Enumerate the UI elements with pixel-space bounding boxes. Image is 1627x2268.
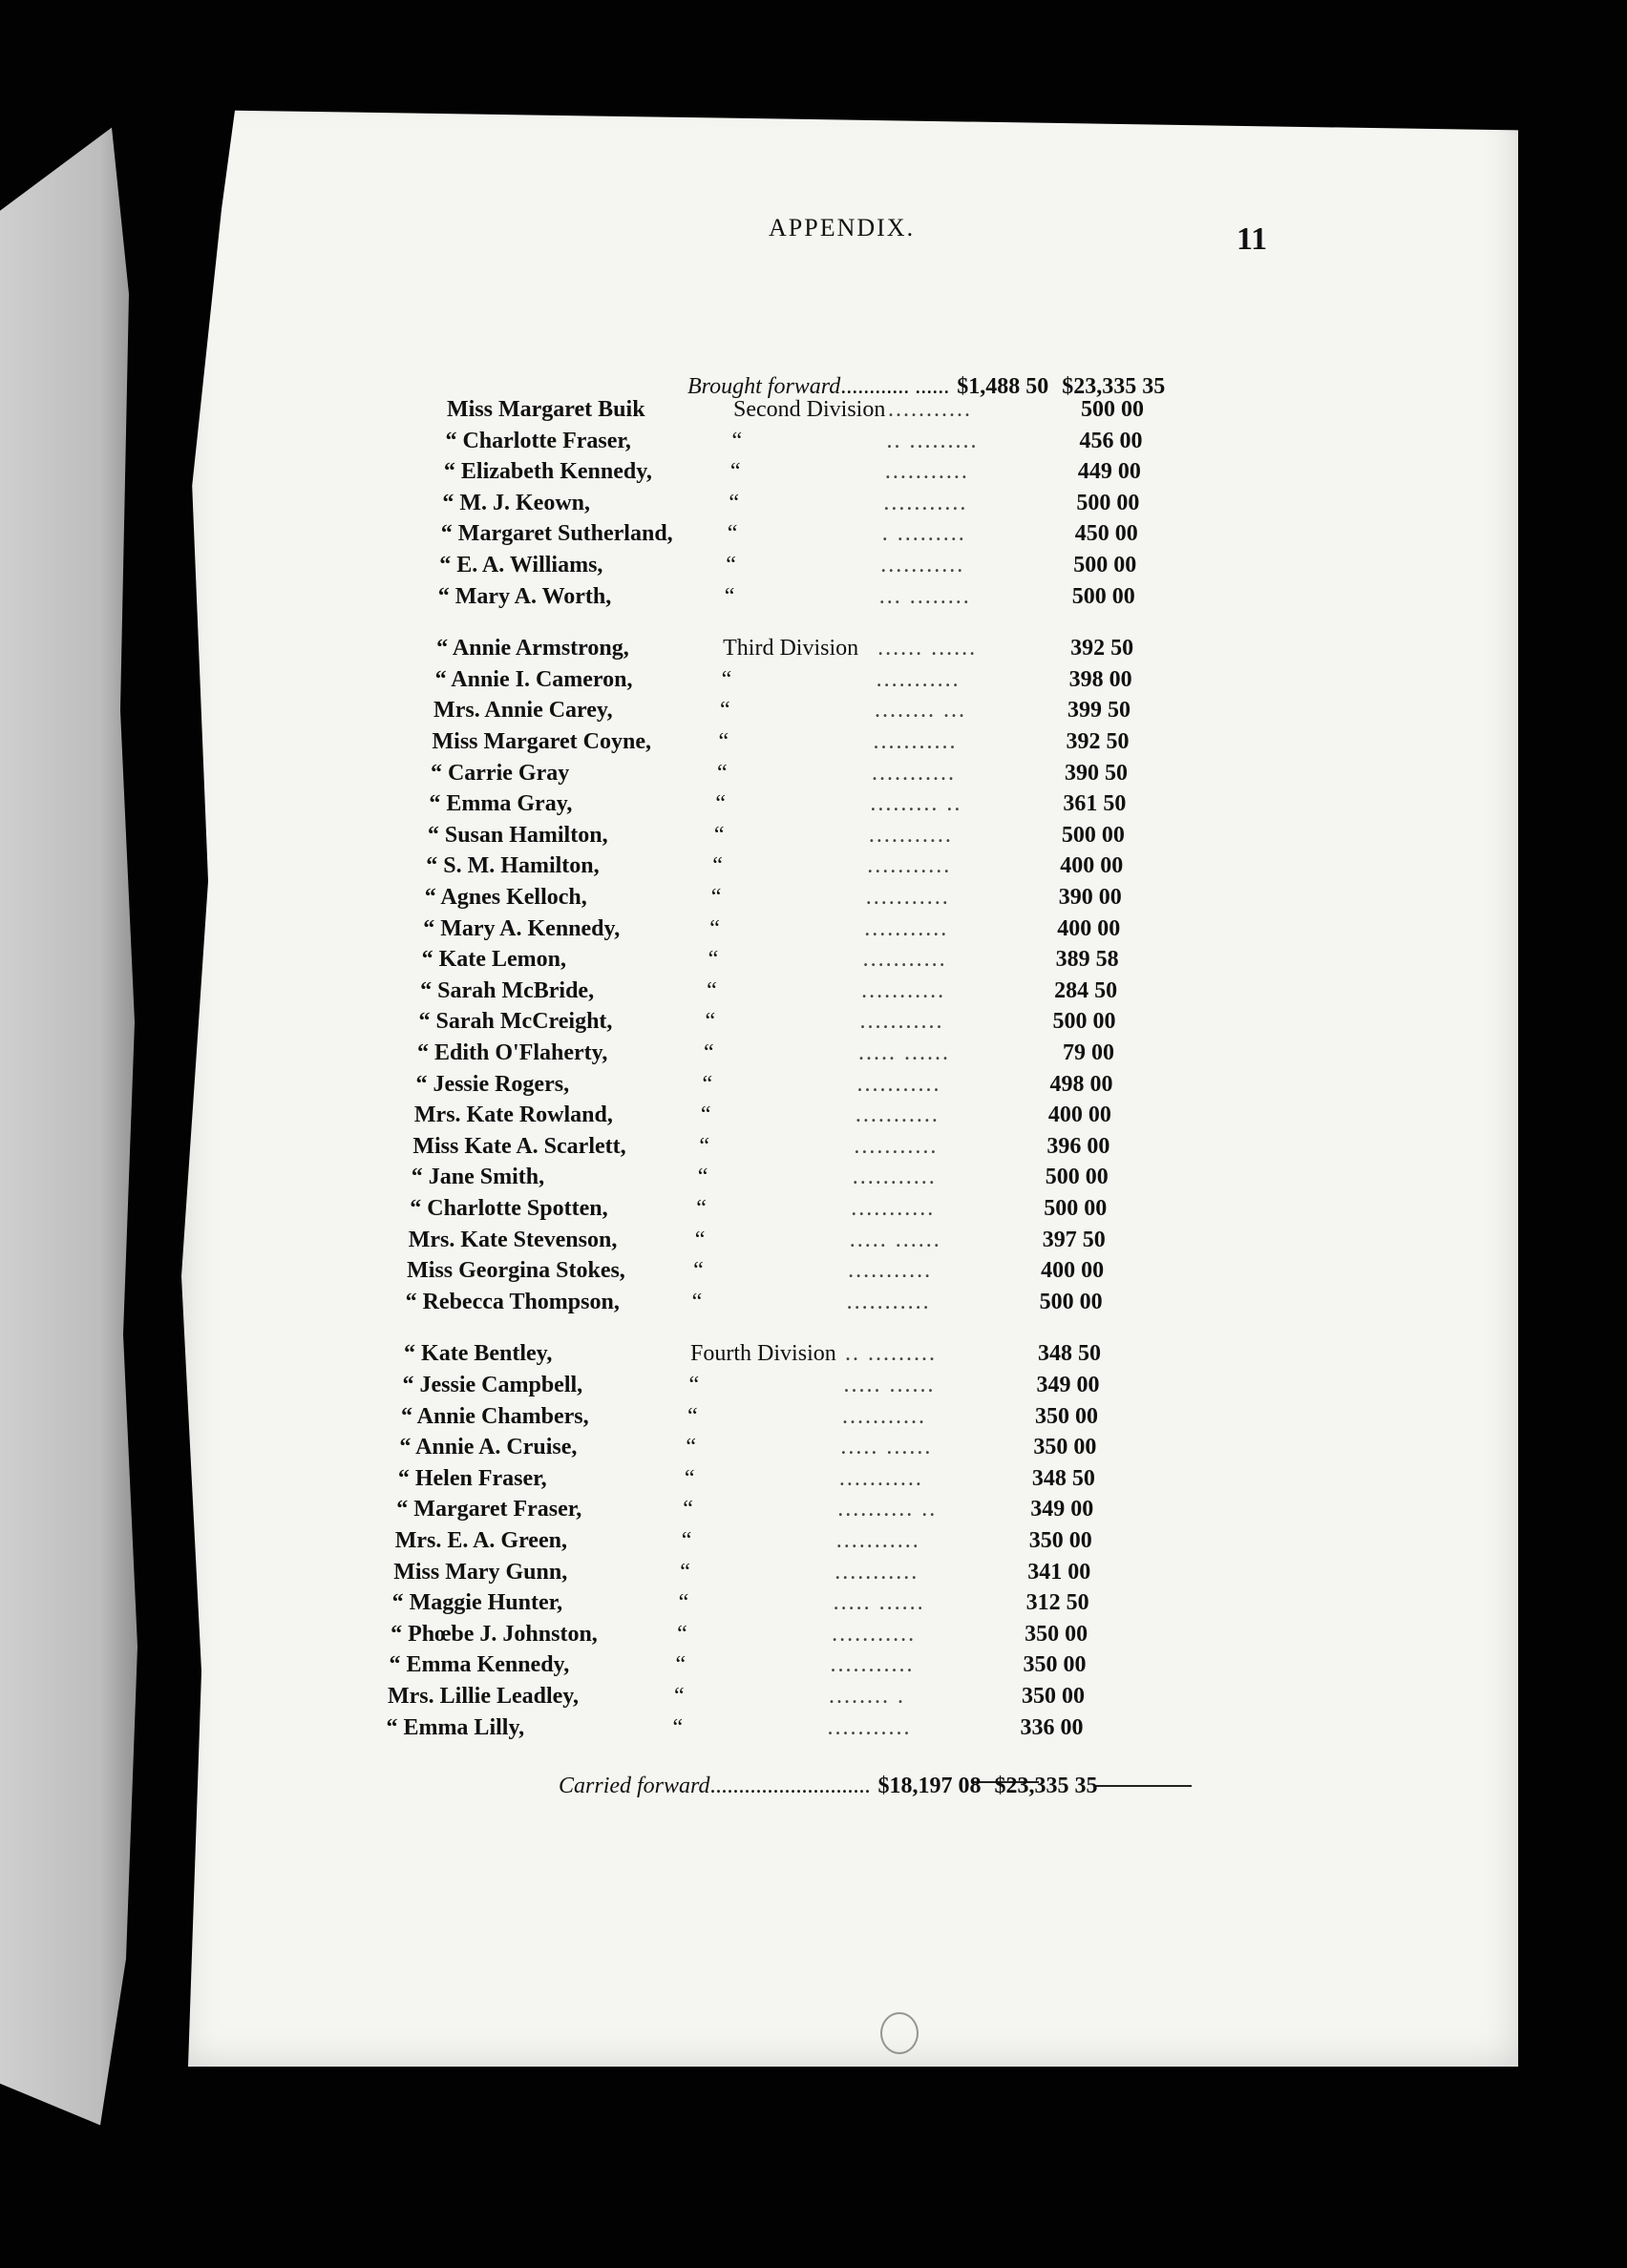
row-dots: ........... [851,1196,936,1221]
row-division: “ [699,1133,709,1159]
row-dots: ........... [854,1133,939,1159]
brought-forward-col1: $1,488 50 [957,374,1049,399]
row-name: “ Annie Chambers, [400,1403,589,1429]
row-division: “ [727,521,738,547]
row-division: “ [681,1528,692,1553]
row-name: “ Helen Fraser, [397,1465,547,1491]
row-name: Mrs. Kate Stevenson, [408,1227,618,1252]
row-name: “ Jane Smith, [411,1165,545,1190]
row-division: Fourth Division [690,1341,836,1367]
row-dots: .......... .. [837,1497,938,1522]
row-name: “ Annie Armstrong, [436,636,629,662]
row-amount: 500 00 [1045,1165,1109,1190]
row-amount: 392 50 [1066,729,1130,754]
row-dots: ...... ...... [877,636,978,662]
row-name: “ Margaret Sutherland, [440,521,673,547]
row-name: “ Edith O'Flaherty, [417,1040,608,1065]
row-dots: ........... [884,459,969,485]
row-name: “ Mary A. Kennedy, [423,915,621,941]
row-division: “ [672,1714,684,1740]
row-amount: 348 50 [1031,1465,1095,1491]
row-name: “ M. J. Keown, [442,490,590,515]
row-dots: ........... [855,1102,940,1128]
row-division: “ [708,947,719,973]
row-amount: 500 00 [1044,1196,1108,1221]
row-division: “ [712,853,723,879]
row-name: “ Rebecca Thompson, [405,1289,620,1314]
row-dots: ........... [859,1009,944,1035]
row-division: “ [696,1196,707,1221]
row-division: “ [724,583,735,609]
row-division: “ [710,885,722,910]
row-dots: ........... [856,1071,941,1097]
brought-forward-label: Brought forward [687,374,841,399]
row-division: “ [680,1559,690,1585]
row-amount: 500 00 [1081,397,1144,422]
row-dots: ........... [871,760,956,786]
row-amount: 341 00 [1027,1559,1091,1585]
row-amount: 398 00 [1068,666,1132,692]
row-amount: 390 00 [1058,885,1122,910]
row-division: “ [718,729,729,754]
row-dots: ... ........ [878,583,971,609]
row-amount: 79 00 [1063,1040,1114,1065]
row-dots: ........... [867,853,952,879]
row-amount: 450 00 [1074,521,1138,547]
row-division: “ [686,1435,697,1460]
row-amount: 336 00 [1020,1714,1084,1740]
row-division: “ [684,1465,695,1491]
row-amount: 500 00 [1061,822,1125,848]
row-name: “ Agnes Kelloch, [424,885,587,910]
row-amount: 400 00 [1047,1102,1111,1128]
row-dots: ........... [832,1621,917,1647]
row-dots: ........... [846,1289,931,1314]
facing-page-edge [0,86,143,2167]
row-name: Mrs. Annie Carey, [433,698,613,724]
row-division: “ [694,1227,706,1252]
row-name: Miss Georgina Stokes, [407,1258,625,1284]
row-dots: .. ......... [886,428,979,453]
row-amount: 350 00 [1025,1621,1088,1647]
row-amount: 500 00 [1073,553,1137,578]
row-dots: ........ . [829,1684,905,1709]
row-dots: ........... [827,1714,912,1740]
row-division: “ [721,666,732,692]
page-title: APPENDIX. [769,214,916,242]
row-division: “ [677,1621,687,1647]
row-amount: 349 00 [1036,1373,1100,1397]
row-name: “ Margaret Fraser, [396,1497,582,1522]
carried-forward-col2: $23,335 35 [994,1774,1098,1798]
row-name: Miss Mary Gunn, [393,1559,568,1585]
row-name: “ Annie I. Cameron, [434,666,633,692]
row-name: “ Susan Hamilton, [427,822,608,848]
row-division: “ [729,490,739,515]
row-division: “ [691,1289,703,1314]
row-division: “ [693,1258,704,1284]
row-dots: ........... [830,1652,915,1678]
row-division: “ [687,1403,698,1429]
row-name: “ Emma Gray, [429,791,573,817]
carried-forward-col1: $18,197 08 [877,1774,982,1798]
row-name: Mrs. Kate Rowland, [413,1102,613,1128]
row-amount: 389 58 [1055,947,1119,973]
row-dots: ........... [888,397,972,422]
row-division: Third Division [723,636,859,662]
row-name: Mrs. E. A. Green, [394,1528,567,1553]
brought-forward-col2: $23,335 35 [1062,374,1166,399]
row-division: “ [713,822,725,848]
row-division: “ [674,1684,685,1709]
row-division: “ [715,791,727,817]
row-amount: 456 00 [1079,428,1143,453]
row-amount: 400 00 [1057,915,1121,941]
row-dots: ......... .. [870,791,962,817]
row-dots: ........... [835,1528,920,1553]
row-name: “ Emma Kennedy, [389,1652,570,1678]
row-dots: ........... [852,1165,937,1190]
row-dots: ........... [873,729,958,754]
row-dots: ........... [883,490,968,515]
row-division: “ [705,1009,716,1035]
row-amount: 449 00 [1077,459,1141,485]
ink-smudge [880,2012,919,2054]
row-division: “ [704,1040,714,1065]
row-dots: ........... [880,553,965,578]
row-name: “ Sarah McCreight, [418,1009,613,1035]
row-division: “ [683,1497,693,1522]
row-amount: 361 50 [1063,791,1127,817]
row-name: Miss Margaret Buik [447,397,645,422]
row-division: “ [709,915,720,941]
row-amount: 500 00 [1052,1009,1116,1035]
row-division: “ [720,698,730,724]
row-amount: 400 00 [1060,853,1124,879]
row-division: “ [697,1165,708,1190]
row-name: “ Jessie Rogers, [415,1071,570,1097]
row-amount: 284 50 [1054,977,1118,1003]
row-dots: ........... [861,977,946,1003]
row-division: “ [700,1102,711,1128]
sum-rule-2 [1096,1785,1192,1787]
row-dots: ..... ...... [849,1227,941,1252]
row-dots: ........... [862,947,947,973]
row-dots: ..... ...... [833,1590,925,1616]
row-dots: ........... [865,885,950,910]
row-name: “ S. M. Hamilton, [426,853,600,879]
row-amount: 399 50 [1067,698,1131,724]
row-division: “ [688,1373,700,1397]
row-division: “ [726,553,736,578]
row-name: “ Phœbe J. Johnston, [391,1621,598,1647]
row-amount: 392 50 [1070,636,1134,662]
row-name: “ Carrie Gray [430,760,570,786]
row-amount: 350 00 [1034,1403,1098,1429]
row-name: “ Maggie Hunter, [391,1590,563,1616]
row-amount: 350 00 [1033,1435,1097,1460]
row-amount: 500 00 [1039,1289,1103,1314]
row-dots: ........ ... [875,698,967,724]
row-dots: ........... [876,666,961,692]
row-division: “ [707,977,717,1003]
page-header [0,214,1627,279]
row-division: “ [702,1071,713,1097]
row-division: “ [675,1652,687,1678]
row-name: “ Kate Lemon, [421,947,566,973]
row-dots: . ......... [881,521,966,547]
row-amount: 350 00 [1028,1528,1092,1553]
row-name: Miss Margaret Coyne, [432,729,651,754]
brought-forward-dots: ............ ...... [840,374,950,399]
row-dots: ..... ...... [858,1040,950,1065]
carried-forward-label: Carried forward [559,1774,710,1798]
row-name: “ Jessie Campbell, [402,1373,583,1397]
row-name: Mrs. Lillie Leadley, [388,1684,579,1709]
row-name: “ Mary A. Worth, [437,583,612,609]
row-amount: 350 00 [1023,1652,1087,1678]
row-division: “ [716,760,728,786]
row-division: “ [729,459,741,485]
page-number: 11 [1236,221,1268,257]
carried-forward-line [559,1774,1097,1799]
row-name: “ Charlotte Fraser, [445,428,631,453]
row-amount: 397 50 [1042,1227,1106,1252]
row-amount: 390 50 [1064,760,1128,786]
row-name: “ Emma Lilly, [386,1714,525,1740]
row-dots: ........... [864,915,949,941]
row-dots: ........... [848,1258,933,1284]
brought-forward-line [687,374,1165,400]
row-amount: 500 00 [1076,490,1140,515]
row-dots: ..... ...... [843,1373,936,1397]
row-amount: 500 00 [1071,583,1135,609]
row-dots: ........... [835,1559,919,1585]
row-amount: 400 00 [1041,1258,1105,1284]
row-dots: ..... ...... [840,1435,933,1460]
row-division: Second Division [733,397,886,422]
carried-forward-dots: ............................ [709,1774,871,1798]
row-amount: 312 50 [1025,1590,1089,1616]
row-name: “ E. A. Williams, [439,553,603,578]
row-name: “ Annie A. Cruise, [399,1435,578,1460]
row-amount: 498 00 [1049,1071,1113,1097]
row-name: Miss Kate A. Scarlett, [412,1133,626,1159]
row-division: “ [678,1590,689,1616]
row-dots: ........... [838,1465,923,1491]
row-amount: 348 50 [1038,1341,1102,1367]
row-dots: ........... [868,822,953,848]
row-amount: 349 00 [1030,1497,1094,1522]
row-dots: ........... [841,1403,926,1429]
row-amount: 350 00 [1022,1684,1085,1709]
row-amount: 396 00 [1046,1133,1110,1159]
row-name: “ Charlotte Spotten, [410,1196,608,1221]
row-name: “ Elizabeth Kennedy, [443,459,652,485]
row-name: “ Sarah McBride, [420,977,595,1003]
row-dots: .. ......... [845,1341,938,1367]
row-name: “ Kate Bentley, [404,1341,553,1367]
row-division: “ [731,428,743,453]
